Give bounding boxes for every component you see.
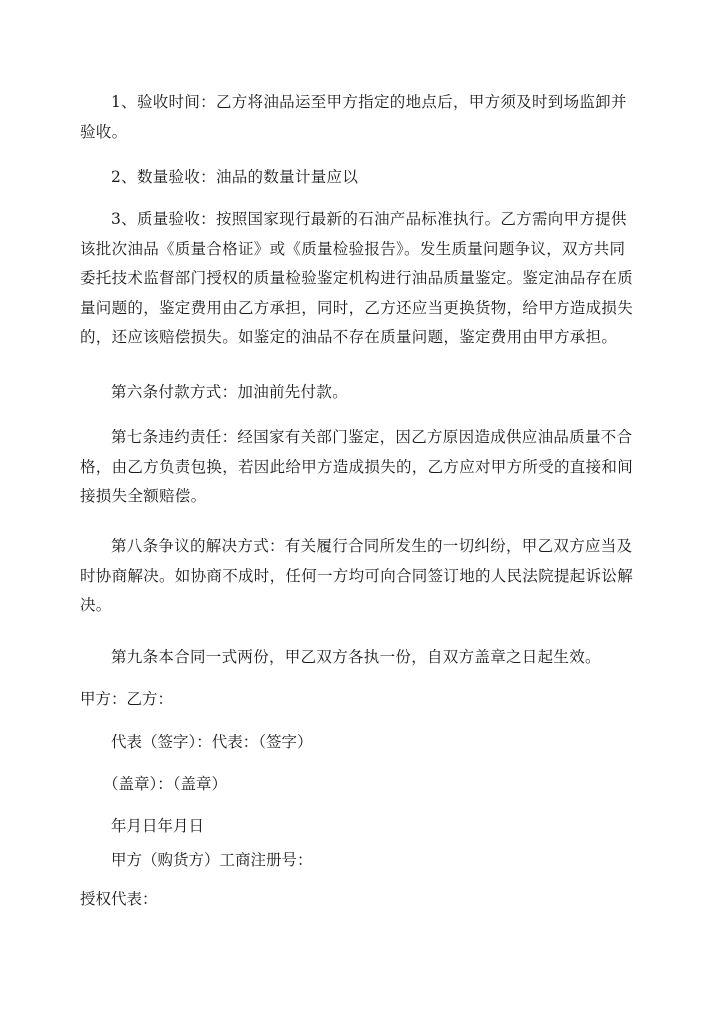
seals-label: （盖章）：（盖章） <box>103 775 228 793</box>
clause-quantity: 2、数量验收：油品的数量计量应以 <box>111 168 359 186</box>
dates-label: 年月日年月日 <box>111 817 205 835</box>
clause-acceptance-time: 1、验收时间：乙方将油品运至甲方指定的地点后，甲方须及时到场监卸并验收。 <box>80 93 627 141</box>
article-8-dispute: 第八条争议的解决方式：有关履行合同所发生的一切纠纷，甲乙双方应当及时协商解决。如协商不成时，任何一方均可向合同签订地的人民法院提起诉讼解决。 <box>80 537 634 614</box>
clause-quality: 3、质量验收：按照国家现行最新的石油产品标准执行。乙方需向甲方提供该批次油品《质量合格证》或《质量检验报告》。发生质量问题争议，双方共同委托技术监督部门授权的质量检验鉴定机构进行油品质量鉴定。鉴定油品存在质量问题的，鉴定费用由乙方承担，同时，乙方还应当更换货物，给甲方造成损失的，还应该赔偿损失。如鉴定的油品不存在质量问题，鉴定费用由甲方承担。 <box>80 210 634 346</box>
authorized-representative-label: 授权代表： <box>80 890 158 908</box>
representatives-label: 代表（签字）：代表：（签字） <box>111 733 313 751</box>
article-6-payment: 第六条付款方式：加油前先付款。 <box>111 383 349 401</box>
buyer-registration-label: 甲方（购货方）工商注册号： <box>111 851 313 869</box>
article-9-effect: 第九条本合同一式两份，甲乙双方各执一份，自双方盖章之日起生效。 <box>111 648 601 666</box>
article-7-liability: 第七条违约责任：经国家有关部门鉴定，因乙方原因造成供应油品质量不合格，由乙方负责包换，若因此给甲方造成损失的，乙方应对甲方所受的直接和间接损失全额赔偿。 <box>80 428 634 505</box>
parties-label: 甲方：乙方： <box>80 690 174 708</box>
